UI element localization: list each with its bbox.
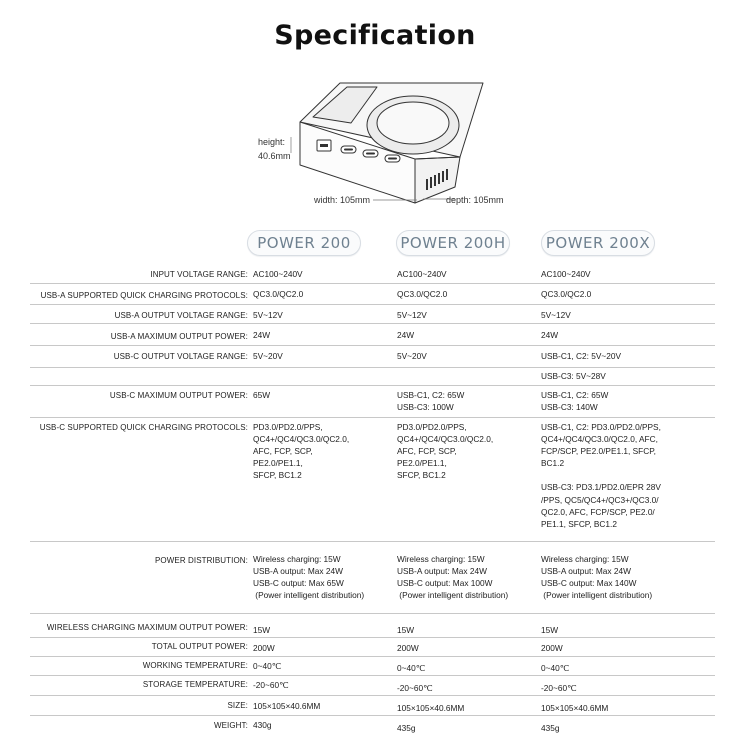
spec-value: USB-C1, C2: PD3.0/PD2.0/PPS, QC4+/QC4/QC3.0/QC2.0, AFC, FCP/SCP, PE2.0/PE1.1, SFCP, BC1.2 USB-C3: PD3.1/PD2.0/EPR 28V /PPS, QC5/QC4+/QC3+/QC3.0/ QC2.0, AFC, FCP/SCP, PE2.0/ PE1.1, SFCP, BC1.2 xyxy=(541,422,661,529)
spec-value: AC100~240V xyxy=(397,269,447,279)
spec-label: USB-A MAXIMUM OUTPUT POWER: xyxy=(110,332,248,341)
height-label: height: xyxy=(258,137,286,147)
depth-dimension: depth: 105mm xyxy=(446,195,504,205)
spec-value: 105×105×40.6MM xyxy=(541,703,609,713)
height-value: 40.6mm xyxy=(258,151,291,161)
spec-value: 105×105×40.6MM xyxy=(253,701,321,711)
spec-value: 15W xyxy=(541,625,559,635)
spec-label: WORKING TEMPERATURE: xyxy=(142,661,248,670)
spec-value: USB-C3: 5V~28V xyxy=(541,371,606,381)
spec-value: QC3.0/QC2.0 xyxy=(253,289,304,299)
spec-label: POWER DISTRIBUTION: xyxy=(154,556,248,565)
model-badge-power-200x: POWER 200X xyxy=(541,230,655,256)
spec-label: WEIGHT: xyxy=(213,721,248,730)
row-divider xyxy=(30,656,715,657)
spec-label: USB-A OUTPUT VOLTAGE RANGE: xyxy=(114,311,248,320)
row-divider xyxy=(30,541,715,542)
spec-value: 24W xyxy=(397,330,415,340)
row-divider xyxy=(30,613,715,614)
spec-value: 5V~12V xyxy=(397,310,427,320)
spec-label: WIRELESS CHARGING MAXIMUM OUTPUT POWER: xyxy=(46,623,248,632)
row-divider xyxy=(30,695,715,696)
spec-value: PD3.0/PD2.0/PPS, QC4+/QC4/QC3.0/QC2.0, AFC, FCP, SCP, PE2.0/PE1.1, SFCP, BC1.2 xyxy=(253,422,350,481)
spec-value: 435g xyxy=(397,723,416,733)
spec-value: -20~60℃ xyxy=(397,683,433,693)
model-badge-power-200: POWER 200 xyxy=(247,230,361,256)
spec-value: 5V~20V xyxy=(397,351,427,361)
spec-value: AC100~240V xyxy=(253,269,303,279)
spec-value: 0~40℃ xyxy=(253,661,282,671)
spec-value: 0~40℃ xyxy=(541,663,570,673)
spec-value: -20~60℃ xyxy=(253,680,289,690)
spec-value: Wireless charging: 15W USB-A output: Max 24W USB-C output: Max 65W (Power intelligent distribution) xyxy=(253,554,365,601)
spec-value: Wireless charging: 15W USB-A output: Max 24W USB-C output: Max 100W (Power intelligent distribution) xyxy=(397,554,509,601)
row-divider xyxy=(30,417,715,418)
row-divider xyxy=(30,385,715,386)
spec-value: -20~60℃ xyxy=(541,683,577,693)
spec-value: PD3.0/PD2.0/PPS, QC4+/QC4/QC3.0/QC2.0, AFC, FCP, SCP, PE2.0/PE1.1, SFCP, BC1.2 xyxy=(397,422,494,481)
spec-value: QC3.0/QC2.0 xyxy=(397,289,448,299)
spec-value: QC3.0/QC2.0 xyxy=(541,289,592,299)
spec-label: STORAGE TEMPERATURE: xyxy=(142,680,248,689)
row-divider xyxy=(30,323,715,324)
row-divider xyxy=(30,675,715,676)
spec-value: 200W xyxy=(397,643,419,653)
page-title: Specification xyxy=(274,20,476,51)
spec-value: USB-C1, C2: 65W USB-C3: 140W xyxy=(541,390,609,413)
spec-label: TOTAL OUTPUT POWER: xyxy=(151,642,248,651)
spec-value: 105×105×40.6MM xyxy=(397,703,465,713)
spec-value: 24W xyxy=(541,330,559,340)
spec-value: 200W xyxy=(253,643,275,653)
row-divider xyxy=(30,715,715,716)
spec-value: 5V~12V xyxy=(253,310,283,320)
spec-value: 5V~20V xyxy=(253,351,283,361)
row-divider xyxy=(30,367,715,368)
row-divider xyxy=(30,283,715,284)
spec-label: SIZE: xyxy=(227,701,248,710)
spec-value: 15W xyxy=(397,625,415,635)
spec-label: USB-C OUTPUT VOLTAGE RANGE: xyxy=(113,352,248,361)
spec-value: 5V~12V xyxy=(541,310,571,320)
spec-value: 200W xyxy=(541,643,563,653)
row-divider xyxy=(30,637,715,638)
spec-value: USB-C1, C2: 5V~20V xyxy=(541,351,622,361)
spec-value: 0~40℃ xyxy=(397,663,426,673)
row-divider xyxy=(30,304,715,305)
spec-value: 430g xyxy=(253,720,272,730)
spec-value: Wireless charging: 15W USB-A output: Max 24W USB-C output: Max 140W (Power intelligent distribution) xyxy=(541,554,653,601)
spec-label: INPUT VOLTAGE RANGE: xyxy=(150,270,248,279)
spec-value: 24W xyxy=(253,330,271,340)
spec-label: USB-A SUPPORTED QUICK CHARGING PROTOCOLS: xyxy=(40,291,248,300)
model-badge-power-200h: POWER 200H xyxy=(396,230,510,256)
charger-device-illustration xyxy=(255,75,515,215)
row-divider xyxy=(30,345,715,346)
spec-value: 65W xyxy=(253,390,271,400)
spec-value: AC100~240V xyxy=(541,269,591,279)
spec-label: USB-C MAXIMUM OUTPUT POWER: xyxy=(109,391,248,400)
width-dimension: width: 105mm xyxy=(314,195,371,205)
spec-label: USB-C SUPPORTED QUICK CHARGING PROTOCOLS: xyxy=(39,423,248,432)
spec-value: 15W xyxy=(253,625,271,635)
spec-value: 435g xyxy=(541,723,560,733)
spec-value: USB-C1, C2: 65W USB-C3: 100W xyxy=(397,390,465,413)
